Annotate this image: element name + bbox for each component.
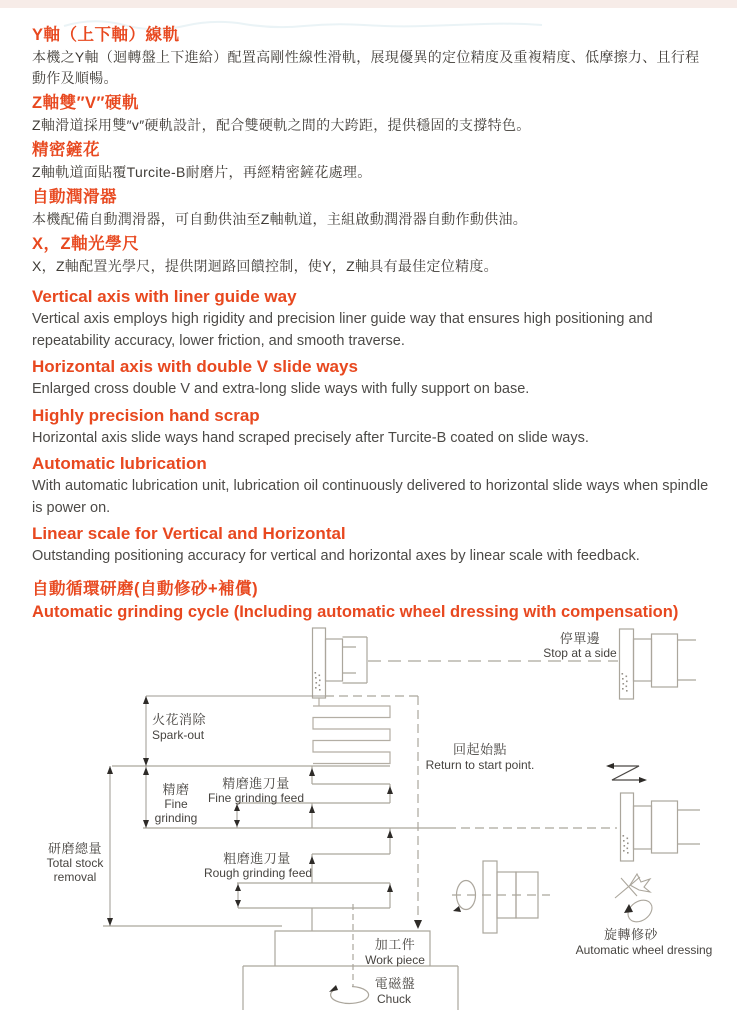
feature-body: With automatic lubrication unit, lubrication oil continuously delivered to horizontal slide ways when spindle is power on.	[32, 478, 709, 516]
label-stop-en: Stop at a side	[543, 645, 617, 660]
feature-body: Z軸滑道採用雙″v″硬軌設計，配合雙硬軌之間的大跨距，提供穩固的支撐特色。	[32, 117, 531, 133]
feature-heading: Linear scale for Vertical and Horizontal	[32, 524, 346, 543]
label-total-zh: 研磨總量	[47, 840, 103, 856]
label-total-en-1: Total stock	[46, 855, 104, 870]
label-work-en: Work piece	[365, 952, 425, 967]
feature-heading: Y軸（上下軸）線軌	[32, 26, 180, 44]
label-return-zh: 回起始點	[452, 741, 508, 757]
cycle-title-zh: 自動循環研磨(自動修砂+補償)	[32, 579, 259, 598]
feature-body: 本機之Y軸（迴轉盤上下進給）配置高剛性線性滑軌，展現優異的定位精度及重複精度、低摩擦力、且行程動作及順暢。	[32, 49, 700, 86]
wheel-spec-marks	[622, 673, 628, 692]
cycle-title-en: Automatic grinding cycle (Including automatic wheel dressing with compensation)	[32, 602, 679, 621]
grinding-wheel-top-left	[313, 628, 368, 698]
grinding-wheel-return-position	[621, 793, 701, 861]
feature-heading: Vertical axis with liner guide way	[32, 287, 297, 306]
feature-heading: Z軸雙″V″硬軌	[32, 94, 139, 112]
label-return-en: Return to start point.	[425, 757, 535, 772]
grinding-wheel-top-right	[620, 629, 697, 699]
feature-heading: 自動潤滑器	[32, 188, 117, 206]
label-fine-feed-zh: 精磨進刀量	[222, 775, 290, 791]
feature-section-vertical-axis-en	[32, 288, 713, 352]
feature-section-hand-scrap-en	[32, 407, 713, 450]
label-fine-en-1: Fine	[164, 796, 188, 811]
label-fine-en-2: grinding	[154, 810, 198, 825]
feature-heading: Horizontal axis with double V slide ways	[32, 357, 358, 376]
wheel-dresser-symbol	[615, 874, 656, 926]
spark-out-path	[313, 698, 390, 764]
feature-body: X，Z軸配置光學尺，提供閉迴路回饋控制，使Y，Z軸具有最佳定位精度。	[32, 258, 498, 274]
label-chuck-en: Chuck	[376, 991, 412, 1006]
label-work-zh: 加工件	[374, 936, 416, 952]
label-dress-zh: 旋轉修砂	[603, 926, 659, 942]
label-dress-en: Automatic wheel dressing	[575, 942, 713, 957]
feature-heading: Automatic lubrication	[32, 454, 207, 473]
wheel-spec-marks	[623, 835, 629, 854]
label-spark-en: Spark-out	[152, 727, 205, 742]
feed-arrows	[309, 768, 393, 892]
label-fine-zh: 精磨	[162, 781, 190, 797]
feature-section-linear-scale-en	[32, 525, 713, 568]
label-fine-feed-en: Fine grinding feed	[207, 790, 305, 805]
feature-section-hand-scrap	[32, 141, 713, 183]
feature-section-y-axis	[32, 26, 713, 89]
feature-section-z-axis	[32, 94, 713, 136]
feature-section-lubrication	[32, 188, 713, 230]
label-rough-feed-zh: 粗磨進刀量	[223, 850, 291, 866]
feature-body: Enlarged cross double V and extra-long slide ways with fully support on base.	[32, 381, 530, 397]
label-rough-feed-en: Rough grinding feed	[203, 865, 313, 880]
feature-section-horizontal-axis-en	[32, 358, 713, 401]
label-total-en-2: removal	[53, 869, 97, 884]
feature-heading: Highly precision hand scrap	[32, 405, 260, 425]
feature-body: 本機配備自動潤滑器，可自動供油至Z軸軌道，主組啟動潤滑器自動作動供油。	[32, 211, 528, 227]
feature-heading: X，Z軸光學尺	[32, 235, 140, 253]
label-stop-zh: 停單邊	[559, 630, 601, 646]
feature-body: Vertical axis employs high rigidity and precision liner guide way that ensures high positioning and repeatability accuracy, lower friction, and smooth traverse.	[32, 311, 653, 349]
feature-body: Outstanding positioning accuracy for vertical and horizontal axes by linear scale with feedback.	[32, 548, 640, 564]
traverse-direction-symbol	[612, 766, 640, 780]
grinding-wheel-side-view	[452, 861, 550, 933]
dimension-lines	[110, 696, 325, 926]
grinding-cycle-diagram	[0, 623, 737, 1010]
feature-section-lubrication-en	[32, 455, 713, 519]
return-arrow-down	[414, 920, 422, 929]
wheel-spec-marks	[315, 672, 321, 691]
chuck-rotation-arrow	[329, 985, 338, 992]
feature-body: Horizontal axis slide ways hand scraped precisely after Turcite-B coated on slide ways.	[32, 429, 589, 446]
feature-body: Z軸軌道面貼覆Turcite-B耐磨片，再經精密鏟花處理。	[32, 164, 372, 180]
feature-heading: 精密鏟花	[32, 141, 100, 159]
label-chuck-zh: 電磁盤	[374, 975, 416, 991]
feature-section-linear-scale	[32, 235, 713, 277]
label-spark-zh: 火花消除	[152, 711, 207, 727]
